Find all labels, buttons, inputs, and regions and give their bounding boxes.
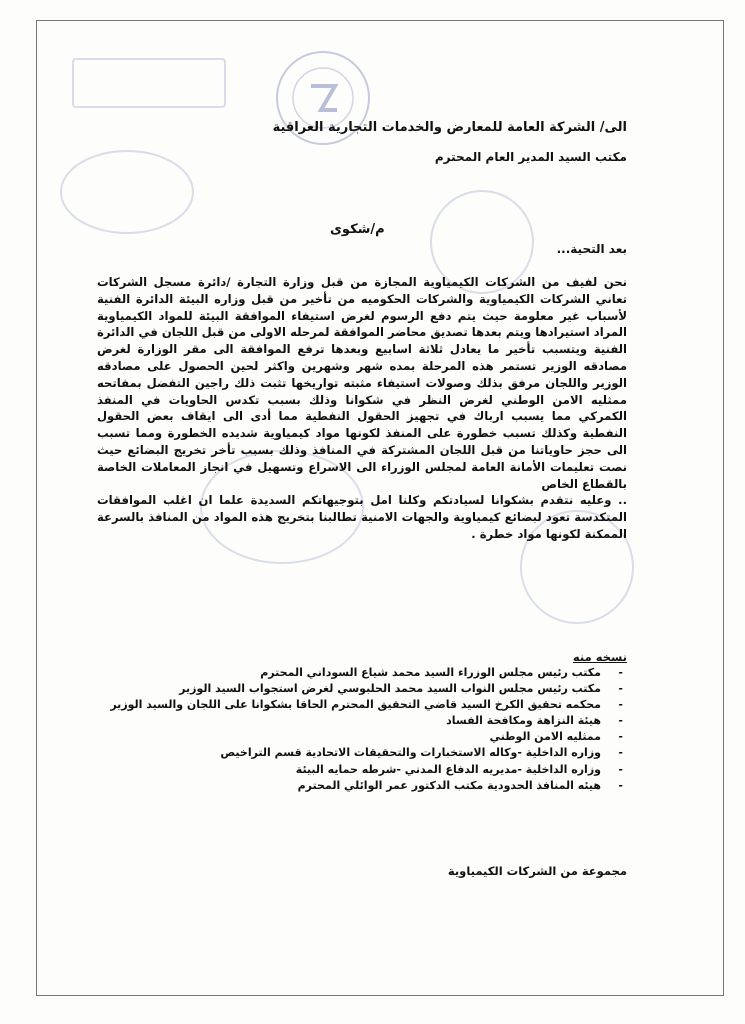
stamp-round-1 xyxy=(60,150,194,234)
copies-heading: نسخه منه xyxy=(572,650,627,664)
copy-recipient: - محكمه تحقيق الكرخ السيد قاضي التحقيق المحترم الحاقا بشكوانا على اللجان والسيد الوزير xyxy=(107,697,627,713)
greeting-line: بعد التحية... xyxy=(556,242,627,256)
copy-recipient: - مكتب رئيس مجلس الوزراء السيد محمد شياع السوداني المحترم xyxy=(107,665,627,681)
stamp-rect-top-left xyxy=(72,58,226,108)
addressee-line: الى/ الشركة العامة للمعارض والخدمات التجارية العراقية xyxy=(272,120,627,135)
copy-recipient: - ممثليه الامن الوطني xyxy=(107,729,627,745)
signature-line: مجموعة من الشركات الكيمياوية xyxy=(447,864,627,878)
subject-line: م/شكوى xyxy=(330,222,385,237)
copy-recipient: - هيئه المنافذ الحدودية مكتب الدكتور عمر الوائلي المحترم xyxy=(107,778,627,794)
office-line: مكتب السيد المدير العام المحترم xyxy=(434,150,627,164)
copy-recipient: - هيئة النزاهة ومكافحة الفساد xyxy=(107,713,627,729)
body-paragraph-1: نحن لفيف من الشركات الكيمياوية المجازة من قبل وزارة التجارة /دائرة مسجل الشركات تعاني الشركات الكيمياوية والشركات الحكوميه من تأخير من قبل وزاره البيئة الدائرة الفنية لأسباب غير معلومة حيث يتم دفع الرسوم لغرض استيفاء الموافقة البيئة للمواد الكيمياوية المراد استيرادها ويتم بعدها تصديق محاضر الموافقة لمرحله الاولى من قبل اللجان في الدائرة الفنية ويتسبب تأخير ما يعادل ثلاثة اسابيع وبعدها ترفع الموافقة الى مقر الوزارة لغرض مصادقه الوزير تستمر هذه المرحلة بمده شهر وشهرين واكثر لحين الحصول على مصادقه الوزير واللجان مرفق بذلك وصولات استيفاء مثبته تواريخها تثبت ذلك راجين التفضل بمفاتحه ممثليه الامن الوطني لغرض النظر في شكوانا وذلك بسبب تكدس الحاويات في المنفذ الكمركي مما يسبب ارباك في تجهيز الحقول النفطية مما أدى الى ايقاف بعض الحقول النفطية وكذلك تسبب خطورة على المنفذ لكونها مواد كيمياوية شديده الخطورة ومما تسبب الى حجز حاوياتنا من قبل اللجان المشتركة في المنافذ وذلك بسبب تأخر تخريج البضائع حيث نصت تعليمات الأمانة العامة لمجلس الوزراء الى الاسراع وتسهيل في انجاز المعاملات الخاصة بالقطاع الخاص xyxy=(97,275,627,491)
letter-body xyxy=(97,274,627,543)
copies-list xyxy=(107,665,627,794)
body-paragraph-2: .. وعليه نتقدم بشكوانا لسيادتكم وكلنا امل بتوجيهاتكم السديدة علما ان اغلب الموافقات المتكدسة تعود لبضائع كيمياوية والجهات الامنية تطالبنا بتخريج هذه المواد من المنافذ بالسرعة الممكنة لكونها مواد خطرة . xyxy=(97,493,627,541)
copy-recipient: - وزاره الداخلية -وكاله الاستخبارات والتحقيقات الاتحادية قسم التراخيص xyxy=(107,745,627,761)
copy-recipient: - وزاره الداخلية -مديريه الدفاع المدني -شرطه حمايه البيئة xyxy=(107,762,627,778)
copy-recipient: - مكتب رئيس مجلس النواب السيد محمد الحلبوسي لغرض استجواب السيد الوزير xyxy=(107,681,627,697)
